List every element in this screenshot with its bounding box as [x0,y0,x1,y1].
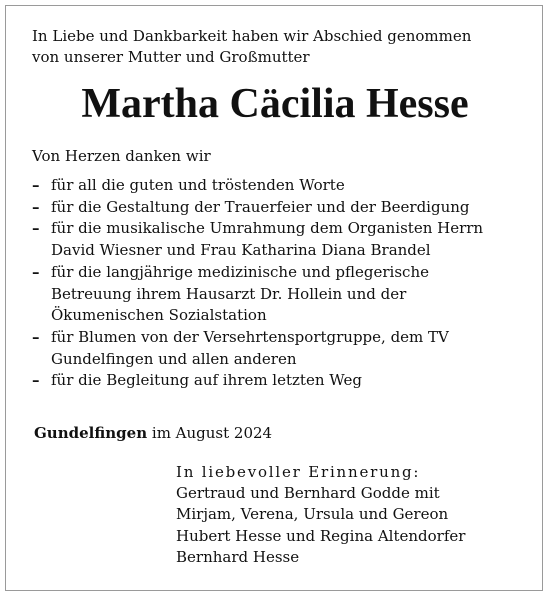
thanks-item-line: für die musikalische Umrahmung dem Organisten Herrn [51,219,484,238]
closing-heading: In liebevoller Erinnerung: [176,463,421,481]
thanks-item [32,197,483,219]
thanks-item-line: für Blumen von der Versehrtensportgruppe, dem TV [51,327,449,346]
thanks-item-line: für die Gestaltung der Trauerfeier und der Beerdigung [51,197,470,216]
thanks-item [32,218,483,261]
thanks-list [32,175,483,392]
thanks-item [32,262,483,327]
dash-bullet: – [32,371,40,390]
signatory-line: Gertraud und Bernhard Godde mit [176,484,440,503]
thanks-item-line: Ökumenischen Sozialstation [51,306,267,325]
dash-bullet: – [32,327,40,346]
signatory-line: Hubert Hesse und Regina Altendorfer [176,526,466,545]
thanks-item-line: für die Begleitung auf ihrem letzten Weg [51,371,362,390]
thanks-item-line: für die langjährige medizinische und pflegerische [51,262,429,281]
date-text: im August 2024 [151,424,273,442]
thanks-item [32,327,483,370]
dash-bullet: – [32,262,40,281]
thanks-item-line: Betreuung ihrem Hausarzt Dr. Hollein und der [51,284,407,303]
dash-bullet: – [32,219,40,238]
place-name: Gundelfingen [34,424,148,442]
intro-line: von unserer Mutter und Großmutter [32,48,310,66]
dash-bullet: – [32,176,40,194]
thanks-item-line: Gundelfingen und allen anderen [51,349,297,368]
place-date [34,423,272,444]
signatory-line: Bernhard Hesse [176,547,300,566]
intro-text [32,26,471,68]
thanks-item [32,175,483,197]
dash-bullet: – [32,197,40,216]
intro-line: In Liebe und Dankbarkeit haben wir Abschied genommen [32,27,472,45]
thanks-item-line: für all die guten und tröstenden Worte [51,176,345,194]
closing-block [176,462,465,568]
signatory-line: Mirjam, Verena, Ursula und Gereon [176,505,449,524]
deceased-name: Martha Cäcilia Hesse [81,81,469,127]
thanks-item [32,370,483,392]
thanks-lead: Von Herzen danken wir [32,147,211,165]
thanks-item-line: David Wiesner und Frau Katharina Diana Brandel [51,241,431,260]
